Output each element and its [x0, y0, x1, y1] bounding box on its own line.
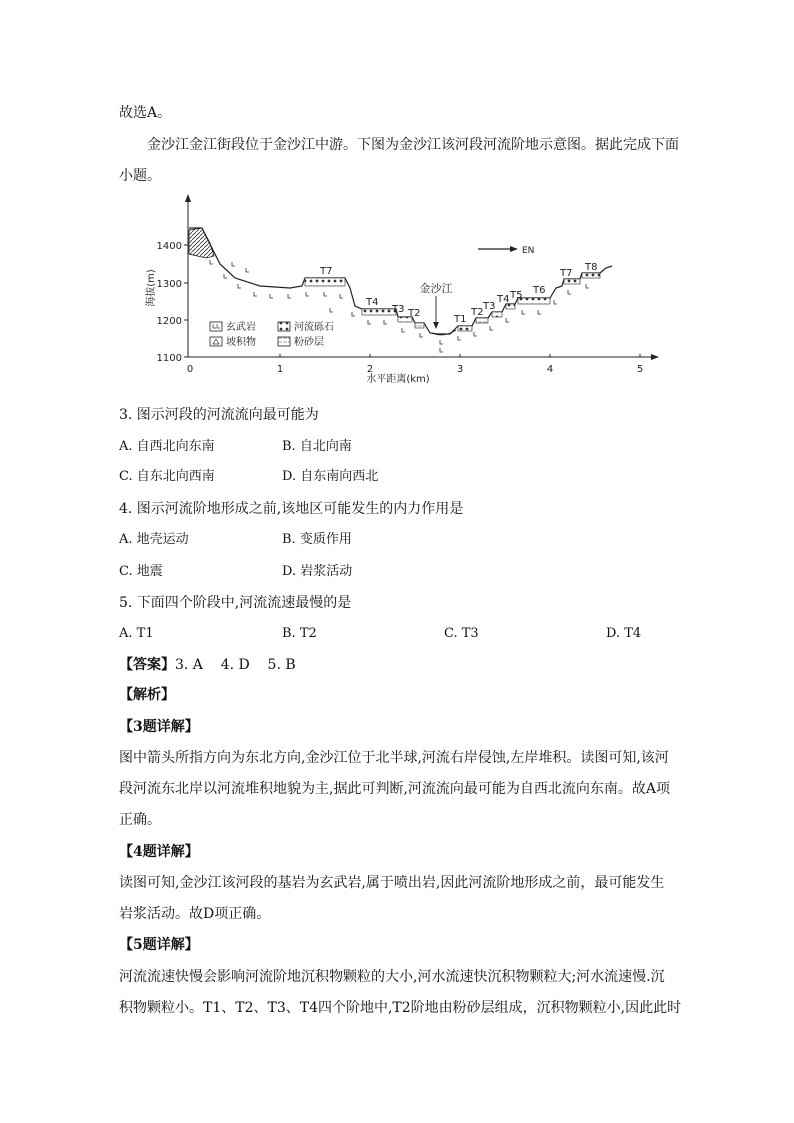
y-tick-label: 1300: [156, 279, 182, 290]
question-3-option-c: C. 自东北向西南: [119, 469, 215, 484]
x-tick-label: 4: [546, 364, 554, 375]
terrace-label: T6: [533, 285, 546, 296]
terrace-deposit-right-t7: [564, 279, 580, 284]
x-axis-arrow-icon: [651, 354, 659, 360]
y-tick-label: 1100: [156, 353, 182, 364]
terrace-deposit-left-t4: [362, 309, 396, 315]
q3-detail-line-3: 正确。: [119, 812, 161, 828]
terrace-label: T5: [510, 290, 523, 301]
x-tick-label: 2: [366, 364, 374, 375]
q4-detail-line-1: 读图可知,金沙江该河段的基岩为玄武岩,属于喷出岩,因此河流阶地形成之前，最可能发生: [119, 875, 665, 891]
x-tick-label: 3: [456, 364, 464, 375]
legend-basalt-label: 玄武岩: [226, 322, 256, 333]
answer-label: 【答案】: [119, 657, 175, 673]
legend: [210, 320, 334, 348]
terrace-label: T3: [483, 301, 496, 312]
question-4-option-b: B. 变质作用: [282, 532, 352, 547]
terrace-deposits: [305, 273, 600, 331]
intro-line-2: 小题。: [119, 168, 161, 184]
y-ticks: [157, 241, 188, 364]
q3-detail-line-2: 段河流东北岸以河流堆积地貌为主,据此可判断,河流流向最可能为自西北流向东南。故A项: [119, 781, 671, 797]
river-pointer-arrow-icon: [433, 322, 439, 329]
y-tick-label: 1400: [156, 241, 182, 252]
q4-detail-title: 【4题详解】: [119, 844, 199, 860]
terrace-label: T7: [320, 266, 333, 277]
q3-detail-line-1: 图中箭头所指方向为东北方向,金沙江位于北半球,河流右岸侵蚀,左岸堆积。读图可知,该河: [119, 750, 669, 766]
question-4-option-a: A. 地壳运动: [119, 532, 189, 547]
x-tick-label: 0: [186, 364, 194, 375]
question-5-option-a: A. T1: [119, 626, 154, 641]
river-terrace-diagram: [140, 188, 680, 388]
question-4-option-d: D. 岩浆活动: [282, 564, 353, 579]
question-5-option-d: D. T4: [606, 626, 642, 641]
q4-detail-line-2: 岩浆活动。故D项正确。: [119, 906, 271, 922]
terrace-deposit-left-t2: [415, 323, 424, 328]
terrace-deposit-right-t8: [582, 273, 600, 278]
y-tick-label: 1200: [156, 316, 182, 327]
q3-detail-title: 【3题详解】: [119, 719, 199, 735]
question-3-stem: 3. 图示河段的河流流向最可能为: [119, 407, 319, 423]
terrace-label: T1: [454, 314, 467, 325]
terrace-deposit-right-t5: [518, 298, 550, 304]
q5-detail-line-2: 积物颗粒小。T1、T2、T3、T4四个阶地中,T2阶地由粉砂层组成，沉积物颗粒小,因此此时: [119, 1000, 682, 1016]
question-3-option-a: A. 自西北向东南: [119, 439, 215, 454]
legend-gravel-swatch: [278, 322, 290, 331]
x-tick-label: 5: [636, 364, 644, 375]
question-5-stem: 5. 下面四个阶段中,河流流速最慢的是: [119, 595, 352, 611]
answer-line: [119, 656, 296, 674]
analysis-label: 【解析】: [119, 687, 175, 703]
x-tick-label: 1: [276, 364, 284, 375]
question-5-option-b: B. T2: [282, 626, 317, 641]
terrace-label: T2: [408, 308, 421, 319]
terrace-label: T8: [585, 262, 598, 273]
terrace-deposit-right-t3: [492, 312, 502, 317]
terrace-label: T4: [366, 297, 379, 308]
question-5-option-c: C. T3: [444, 626, 479, 641]
river-label: 金沙江: [419, 282, 453, 295]
y-axis-label: 海拔(m): [146, 269, 157, 307]
question-4-stem: 4. 图示河流阶地形成之前,该地区可能发生的内力作用是: [119, 501, 464, 517]
colluvium-deposit: [189, 228, 214, 258]
intro-line-1: 金沙江金江街段位于金沙江中游。下图为金沙江该河段河流阶地示意图。据此完成下面: [147, 137, 679, 153]
terrace-label: T4: [497, 294, 510, 305]
terrace-label: T2: [471, 307, 484, 318]
legend-gravel-label: 河流砾石: [294, 322, 334, 333]
legend-silt-swatch: [278, 337, 290, 346]
legend-colluvium-label: 坡积物: [226, 337, 256, 348]
legend-basalt-swatch: [210, 322, 222, 331]
terrace-deposit-right-t1: [458, 326, 472, 331]
question-4-option-c: C. 地震: [119, 564, 163, 579]
previous-answer-line: 故选A。: [119, 105, 172, 121]
question-3-option-b: B. 自北向南: [282, 439, 352, 454]
terrace-deposit-right-t2: [476, 318, 488, 323]
answer-text: 3. A 4. D 5. B: [175, 657, 296, 673]
terrace-label: T7: [560, 268, 573, 279]
y-axis-arrow-icon: [185, 194, 191, 202]
terrace-deposit-left-t7: [305, 278, 345, 286]
direction-arrow-head-icon: [510, 246, 518, 252]
q5-detail-title: 【5题详解】: [119, 937, 199, 953]
q5-detail-line-1: 河流流速快慢会影响河流阶地沉积物颗粒的大小,河水流速快沉积物颗粒大;河水流速慢.沉: [119, 969, 665, 985]
terrace-label: T3: [392, 304, 405, 315]
legend-silt-label: 粉砂层: [294, 337, 324, 348]
direction-label: EN: [522, 246, 535, 256]
x-axis-label: 水平距离(km): [366, 374, 430, 385]
question-3-option-d: D. 自东南向西北: [282, 469, 379, 484]
